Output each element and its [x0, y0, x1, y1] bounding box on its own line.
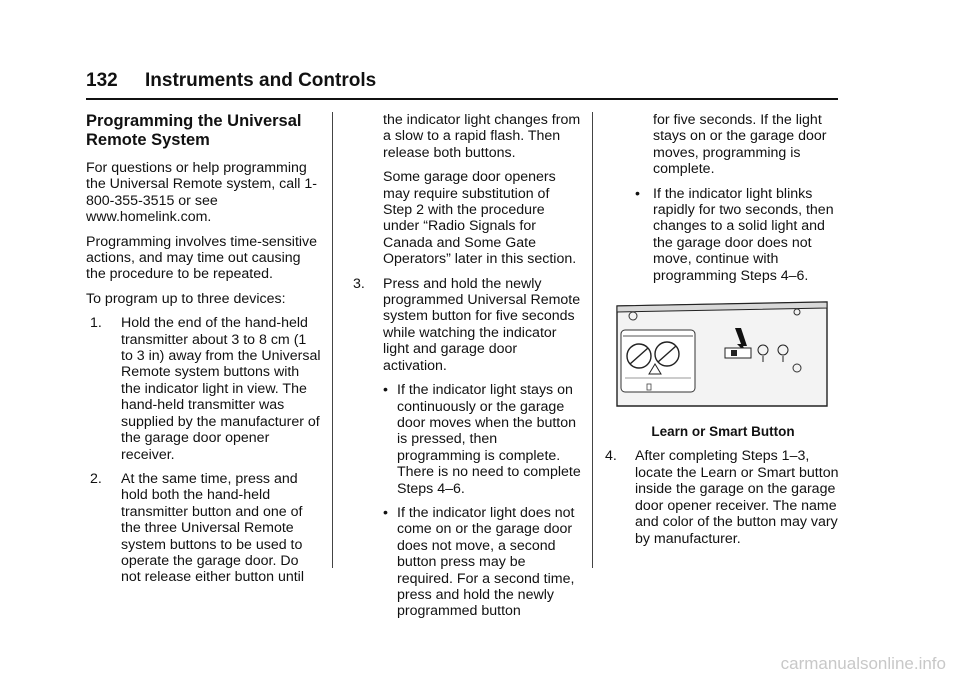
paragraph-help: For questions or help programming the Universal Remote system, call 1-800-355-3515 or see www.homelink.com. — [86, 160, 318, 226]
heading-line-1: Programming the Universal — [86, 112, 302, 130]
bullet-text: If the indicator light blinks rapidly for two seconds, then changes to a solid light and the garage door does not move, continue with programming Steps 4–6. — [653, 185, 834, 284]
note-paragraph: Some garage door openers may require substitution of Step 2 with the procedure under “Radio Signals for Canada and Some Gate Operators” later in this section. — [383, 169, 577, 268]
column-left — [86, 112, 322, 594]
page-header — [86, 70, 838, 100]
step-3 — [353, 276, 581, 374]
learn-button-illustration — [613, 298, 831, 410]
learn-button — [725, 348, 751, 358]
paragraph-intro: To program up to three devices: — [86, 290, 286, 307]
step-number: 4. — [605, 448, 617, 465]
column-divider-right — [592, 112, 593, 568]
bullet-item — [383, 505, 581, 620]
step-number: 1. — [90, 315, 102, 332]
bullet-text: If the indicator light stays on continuously or the garage door moves when the button is pressed, then programming is complete. There is no need to complete Steps 4–6. — [397, 382, 581, 497]
step-3-continued: for five seconds. If the light stays on or the garage door moves, programming is complete. — [653, 112, 827, 178]
heading-line-2: Remote System — [86, 131, 210, 149]
garage-opener-drawing — [613, 298, 831, 410]
step-1 — [90, 315, 322, 463]
bullet-item — [383, 382, 581, 497]
step-text: Press and hold the newly programmed Universal Remote system button for five seconds while watching the indicator light and garage door activation. — [383, 275, 581, 374]
watermark-text: carmanualsonline.info — [780, 654, 946, 673]
column-right — [605, 112, 841, 555]
column-divider-left — [332, 112, 333, 568]
step-2 — [90, 471, 322, 586]
bullet-text: If the indicator light does not come on or the garage door does not move, a second button press may be required. For a second time, press and hold the newly programmed button — [397, 504, 575, 620]
figure-caption: Learn or Smart Button — [651, 424, 795, 440]
step-number: 3. — [353, 275, 365, 292]
section-title: Instruments and Controls — [145, 70, 377, 91]
step-4 — [605, 448, 841, 546]
step-text: After completing Steps 1–3, locate the Learn or Smart button inside the garage on the garage door opener receiver. The name and color of the button may vary by manufacturer. — [635, 448, 839, 547]
bullet-glyph: • — [383, 382, 388, 399]
bullet-glyph: • — [383, 504, 388, 521]
paragraph-time-sensitive: Programming involves time-sensitive actions, and may time out causing the procedure to be repeated. — [86, 233, 318, 283]
step-2-continued: the indicator light changes from a slow to a rapid flash. Then release both buttons. — [383, 112, 581, 161]
page-number: 132 — [86, 70, 118, 91]
step-text: At the same time, press and hold both the hand-held transmitter button and one of the three Universal Remote system buttons to be used to operate the garage door. Do not release either button until — [121, 470, 304, 586]
step-text: Hold the end of the hand-held transmitter about 3 to 8 cm (1 to 3 in) away from the Universal Remote system buttons with the indicator light in view. The hand-held transmitter was supplied by the manufacturer of the garage door opener receiver. — [121, 315, 321, 463]
bullet-glyph: • — [635, 185, 640, 202]
column-middle — [353, 112, 581, 628]
bullet-item — [635, 186, 841, 284]
heading — [86, 112, 322, 150]
step-number: 2. — [90, 470, 102, 487]
step-list — [90, 315, 322, 586]
